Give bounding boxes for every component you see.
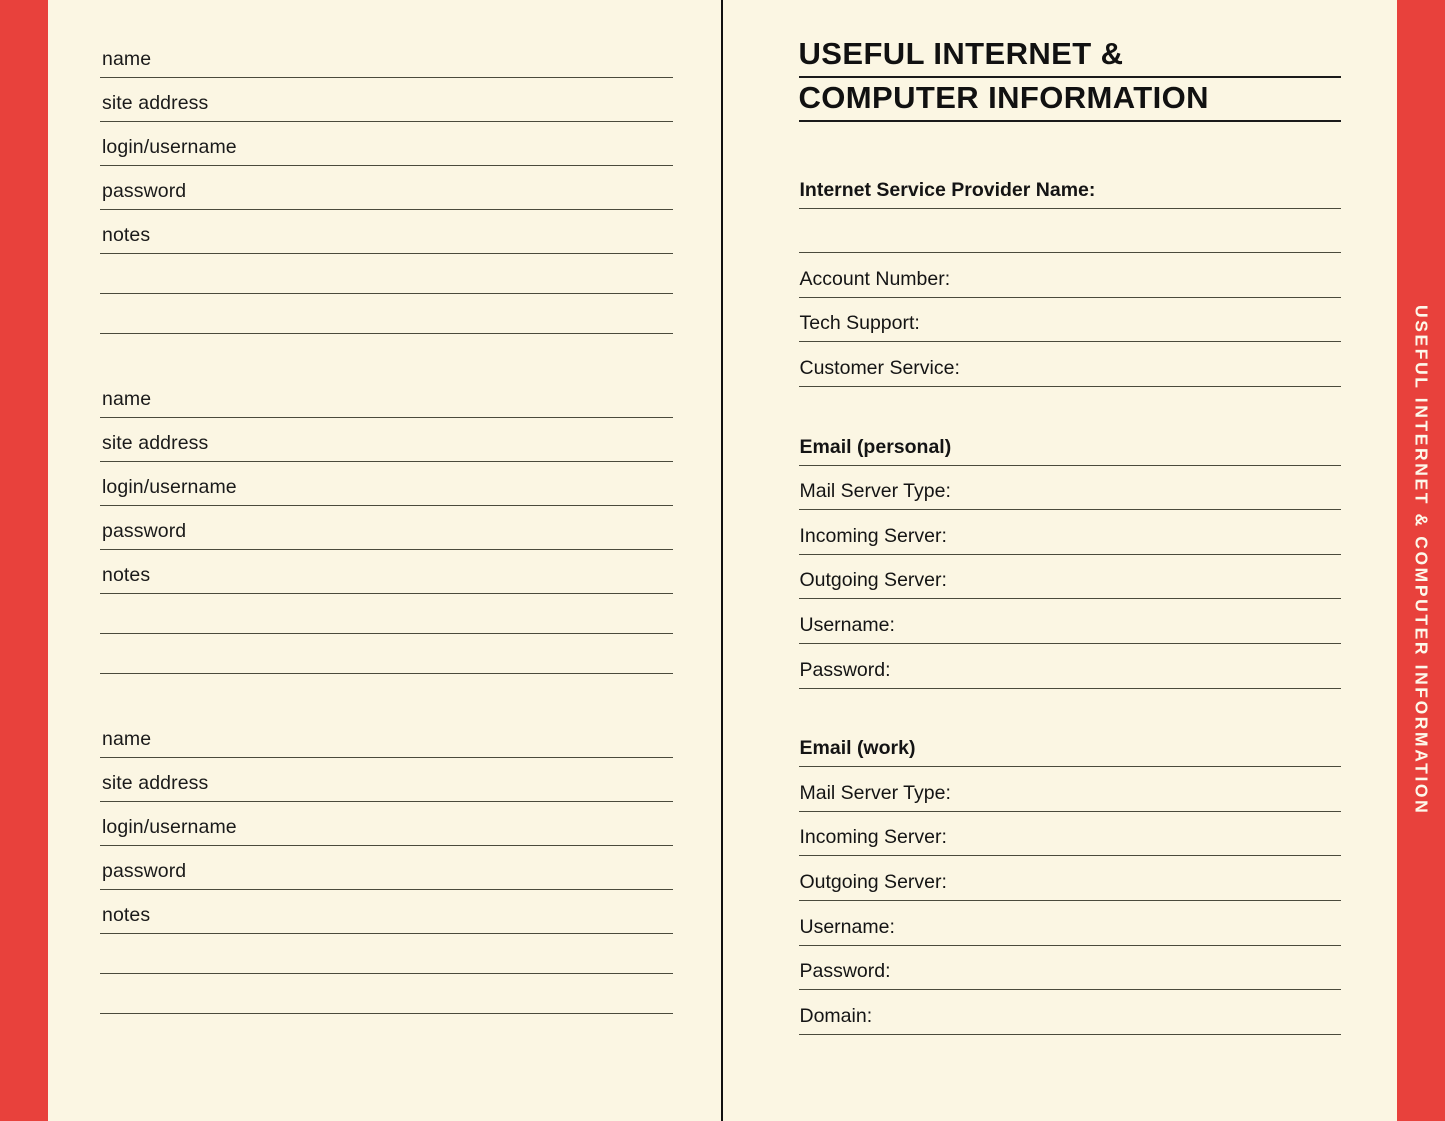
field-password[interactable] bbox=[799, 946, 1342, 991]
field-label: Incoming Server: bbox=[799, 524, 947, 547]
section-heading-label: Email (work) bbox=[799, 737, 916, 760]
blank-write-line[interactable] bbox=[100, 934, 673, 974]
field-customer-service[interactable] bbox=[799, 342, 1342, 387]
field-outgoing-server[interactable] bbox=[799, 555, 1342, 600]
field-password[interactable] bbox=[100, 506, 673, 550]
field-label: Account Number: bbox=[799, 267, 951, 290]
field-username[interactable] bbox=[799, 901, 1342, 946]
section-heading-label: Email (personal) bbox=[799, 435, 952, 458]
blank-write-line[interactable] bbox=[100, 294, 673, 334]
field-password[interactable] bbox=[100, 166, 673, 210]
field-password[interactable] bbox=[799, 644, 1342, 689]
field-label: password bbox=[102, 860, 187, 882]
section-heading-email-personal bbox=[799, 421, 1342, 466]
field-site-address[interactable] bbox=[100, 418, 673, 462]
field-name[interactable] bbox=[100, 714, 673, 758]
field-label: password bbox=[102, 520, 187, 542]
field-label: name bbox=[102, 728, 152, 750]
field-label: Outgoing Server: bbox=[799, 870, 947, 893]
field-site-address[interactable] bbox=[100, 78, 673, 122]
page-title-text: USEFUL INTERNET & bbox=[798, 36, 1124, 71]
field-label: Username: bbox=[799, 613, 895, 636]
field-label: password bbox=[102, 180, 187, 202]
field-account-number[interactable] bbox=[799, 253, 1342, 298]
field-incoming-server[interactable] bbox=[799, 812, 1342, 857]
field-tech-support[interactable] bbox=[799, 298, 1342, 343]
page-title-line bbox=[799, 78, 1342, 122]
field-label: Outgoing Server: bbox=[799, 569, 947, 592]
website-entry bbox=[100, 374, 673, 674]
field-label: Tech Support: bbox=[799, 312, 920, 335]
section-isp bbox=[799, 164, 1342, 387]
field-mail-server-type[interactable] bbox=[799, 466, 1342, 511]
field-isp-name-value[interactable] bbox=[799, 209, 1342, 254]
field-label: Mail Server Type: bbox=[799, 480, 951, 503]
field-outgoing-server[interactable] bbox=[799, 856, 1342, 901]
field-label: notes bbox=[102, 564, 151, 586]
field-login-username[interactable] bbox=[100, 122, 673, 166]
website-entry bbox=[100, 714, 673, 1014]
field-label: Password: bbox=[799, 658, 891, 681]
field-name[interactable] bbox=[100, 374, 673, 418]
field-login-username[interactable] bbox=[100, 462, 673, 506]
field-domain[interactable] bbox=[799, 990, 1342, 1035]
left-page-edge-band bbox=[0, 0, 48, 1121]
left-page bbox=[48, 0, 723, 1121]
website-entry bbox=[100, 34, 673, 334]
blank-write-line[interactable] bbox=[100, 634, 673, 674]
section-tab bbox=[1397, 0, 1445, 1121]
field-password[interactable] bbox=[100, 846, 673, 890]
section-email-personal bbox=[799, 421, 1342, 689]
field-label: login/username bbox=[102, 136, 237, 158]
right-page-edge-band bbox=[1397, 0, 1445, 1121]
field-label: name bbox=[102, 48, 152, 70]
field-login-username[interactable] bbox=[100, 802, 673, 846]
section-heading-isp bbox=[799, 164, 1342, 209]
field-label: site address bbox=[102, 772, 209, 794]
field-mail-server-type[interactable] bbox=[799, 767, 1342, 812]
section-heading-email-work bbox=[799, 723, 1342, 768]
field-notes[interactable] bbox=[100, 210, 673, 254]
blank-write-line[interactable] bbox=[100, 254, 673, 294]
field-label: site address bbox=[102, 432, 209, 454]
right-page bbox=[723, 0, 1398, 1121]
page-title bbox=[799, 34, 1342, 122]
field-label: notes bbox=[102, 904, 151, 926]
field-label: Domain: bbox=[799, 1004, 873, 1027]
section-heading-label: Internet Service Provider Name: bbox=[799, 178, 1096, 201]
section-email-work bbox=[799, 723, 1342, 1035]
field-notes[interactable] bbox=[100, 550, 673, 594]
blank-write-line[interactable] bbox=[100, 594, 673, 634]
field-label: Username: bbox=[799, 915, 895, 938]
page-block bbox=[48, 0, 1397, 1121]
field-label: name bbox=[102, 388, 152, 410]
field-label: login/username bbox=[102, 476, 237, 498]
field-username[interactable] bbox=[799, 599, 1342, 644]
page-title-line bbox=[799, 34, 1342, 78]
field-label: Mail Server Type: bbox=[799, 781, 951, 804]
field-label: notes bbox=[102, 224, 151, 246]
field-label: site address bbox=[102, 92, 209, 114]
field-site-address[interactable] bbox=[100, 758, 673, 802]
blank-write-line[interactable] bbox=[100, 974, 673, 1014]
field-label: Customer Service: bbox=[799, 356, 960, 379]
page-title-text: COMPUTER INFORMATION bbox=[798, 80, 1209, 115]
field-incoming-server[interactable] bbox=[799, 510, 1342, 555]
field-label: login/username bbox=[102, 816, 237, 838]
field-label: Password: bbox=[799, 960, 891, 983]
section-tab-label: USEFUL INTERNET & COMPUTER INFORMATION bbox=[1411, 305, 1432, 816]
field-notes[interactable] bbox=[100, 890, 673, 934]
field-label: Incoming Server: bbox=[799, 826, 947, 849]
field-name[interactable] bbox=[100, 34, 673, 78]
